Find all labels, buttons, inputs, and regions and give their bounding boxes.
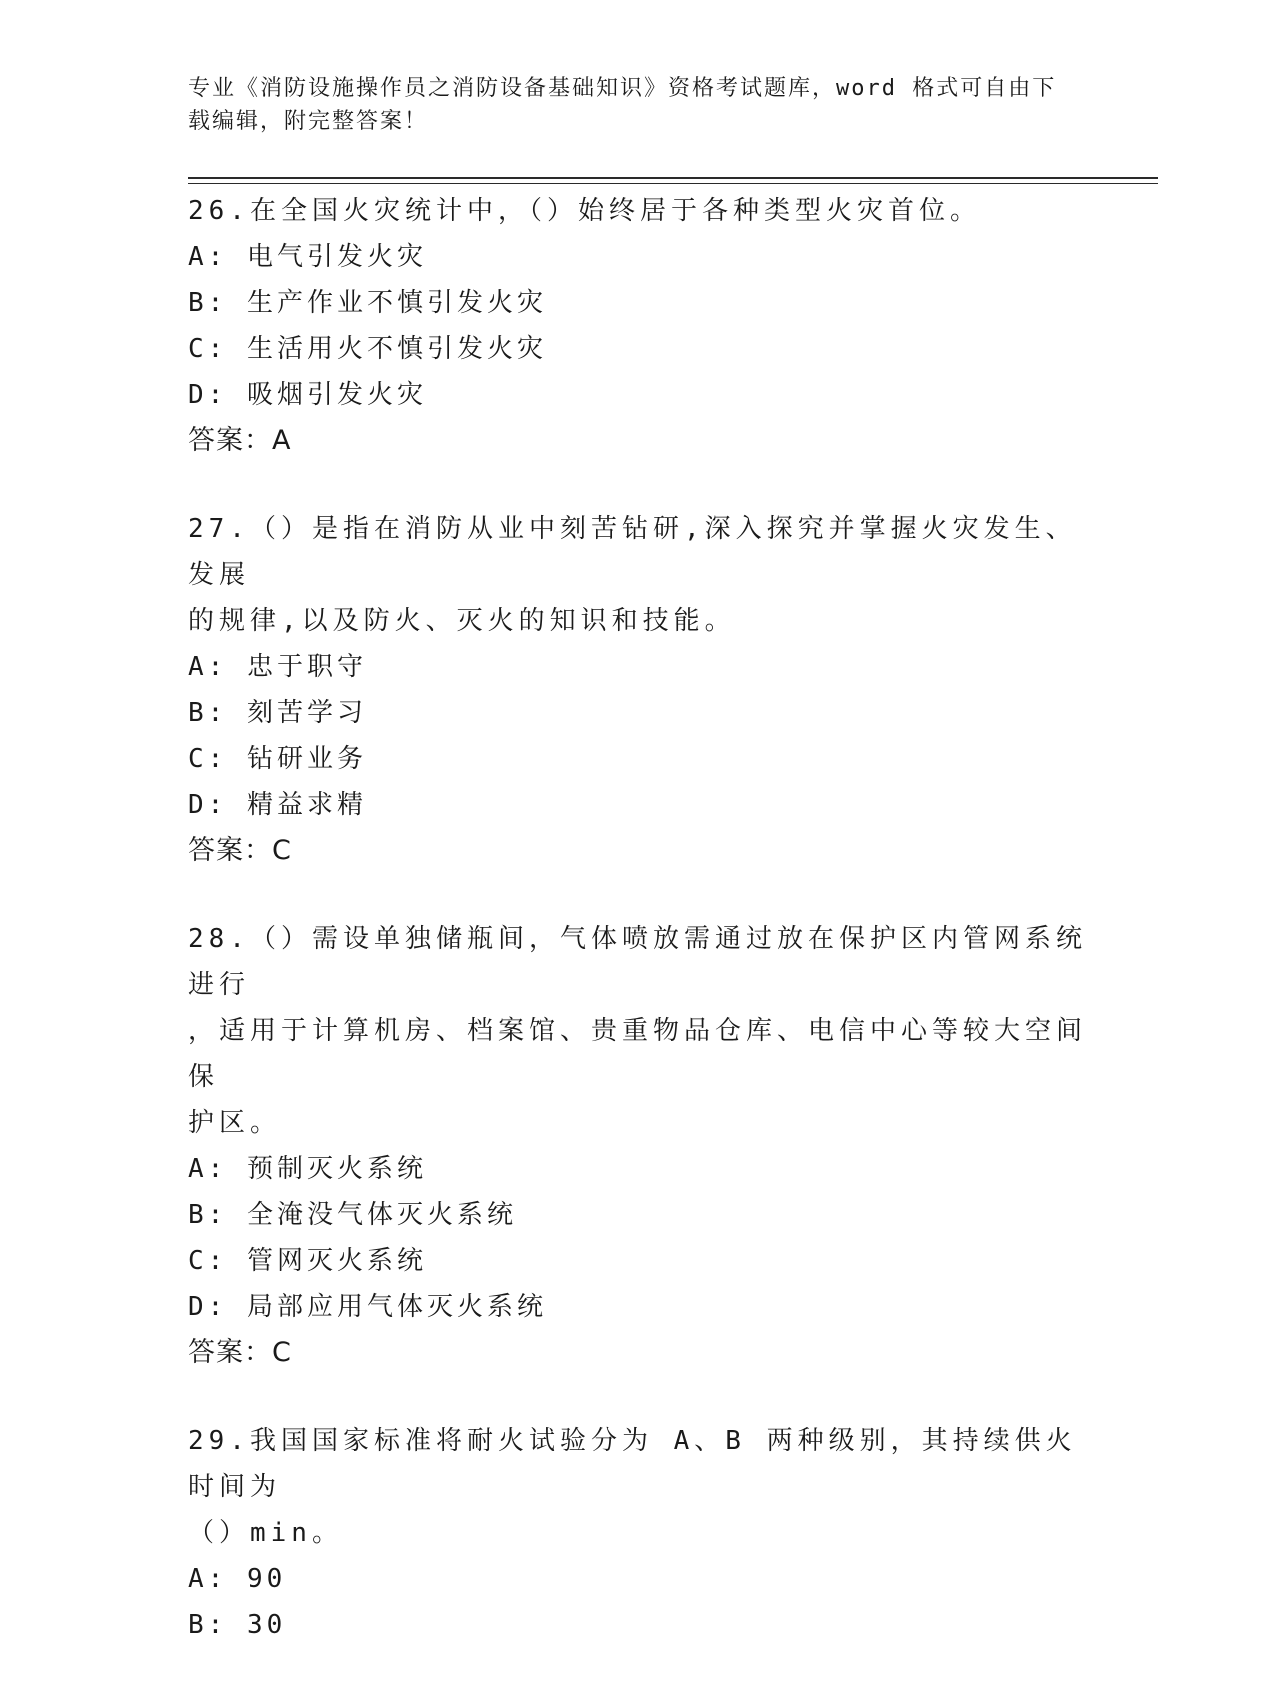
answer-option: C: 管网灭火系统 bbox=[188, 1246, 427, 1276]
question-stem bbox=[188, 916, 1088, 1146]
question-stem-line: ，适用于计算机房、档案馆、贵重物品仓库、电信中心等较大空间保 bbox=[188, 1016, 1088, 1092]
answer-option: B: 全淹没气体灭火系统 bbox=[188, 1200, 517, 1230]
answer-option: B: 生产作业不慎引发火灾 bbox=[188, 288, 547, 318]
question-stem-line: 28.（）需设单独储瓶间，气体喷放需通过放在保护区内管网系统进行 bbox=[188, 924, 1087, 1000]
answer-option: A: 预制灭火系统 bbox=[188, 1154, 427, 1184]
question-stem bbox=[188, 1418, 1088, 1556]
answer-key: 答案：A bbox=[188, 425, 292, 456]
answer-option: B: 刻苦学习 bbox=[188, 698, 367, 728]
answer-option: A: 电气引发火灾 bbox=[188, 242, 427, 272]
answer-key: 答案：C bbox=[188, 835, 292, 866]
question-stem-line: （）min。 bbox=[188, 1518, 343, 1548]
question-stem-line: 护区。 bbox=[188, 1108, 282, 1138]
answer-key: 答案：C bbox=[188, 1337, 292, 1368]
header-line-2: 载编辑，附完整答案！ bbox=[188, 109, 429, 134]
answer-option: A: 90 bbox=[188, 1564, 287, 1594]
question-block bbox=[188, 506, 1088, 874]
question-stem-line: 29.我国国家标准将耐火试验分为 A、B 两种级别，其持续供火时间为 bbox=[188, 1426, 1077, 1502]
document-header bbox=[188, 72, 1088, 138]
answer-option: B: 30 bbox=[188, 1610, 287, 1640]
answer-option: A: 忠于职守 bbox=[188, 652, 367, 682]
answer-option: C: 生活用火不慎引发火灾 bbox=[188, 334, 547, 364]
question-block bbox=[188, 188, 1088, 464]
question-stem-line: 26.在全国火灾统计中，（）始终居于各种类型火灾首位。 bbox=[188, 196, 981, 226]
question-stem bbox=[188, 506, 1088, 644]
question-block bbox=[188, 916, 1088, 1376]
question-stem-line: 的规律,以及防火、灭火的知识和技能。 bbox=[188, 606, 736, 636]
answer-option: C: 钻研业务 bbox=[188, 744, 367, 774]
answer-option: D: 精益求精 bbox=[188, 790, 367, 820]
question-list bbox=[188, 188, 1088, 1690]
question-stem-line: 27.（）是指在消防从业中刻苦钻研,深入探究并掌握火灾发生、发展 bbox=[188, 514, 1077, 590]
question-stem bbox=[188, 188, 1088, 234]
header-line-1: 专业《消防设施操作员之消防设备基础知识》资格考试题库，word 格式可自由下 bbox=[188, 76, 1057, 101]
answer-option: D: 局部应用气体灭火系统 bbox=[188, 1292, 547, 1322]
header-divider-thick bbox=[188, 177, 1158, 179]
header-divider-thin bbox=[188, 183, 1158, 184]
answer-option: D: 吸烟引发火灾 bbox=[188, 380, 427, 410]
question-block bbox=[188, 1418, 1088, 1648]
